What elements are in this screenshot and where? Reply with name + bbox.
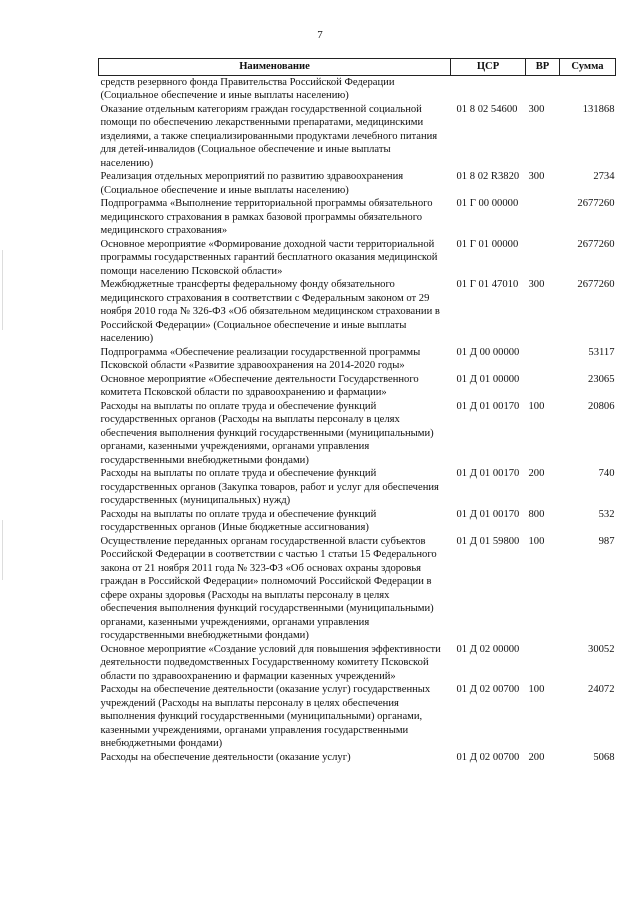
row-csr-cell: 01 8 02 R3820 <box>456 171 520 182</box>
table-row <box>99 467 616 508</box>
row-vr-cell: 100 <box>528 535 545 547</box>
row-csr-cell: 01 Д 00 00000 <box>456 346 520 358</box>
table-row <box>99 535 616 643</box>
row-sum-cell: 30052 <box>588 643 615 655</box>
row-csr-cell: 01 8 02 54600 <box>456 103 518 115</box>
row-sum-cell: 740 <box>598 468 615 479</box>
header-sum: Сумма <box>560 59 616 76</box>
row-sum-cell: 987 <box>598 535 615 547</box>
row-vr-cell: 300 <box>528 103 545 115</box>
row-vr-cell <box>526 75 560 103</box>
row-name-cell: Межбюджетные трансферты федеральному фонду обязательного медицинского страхования в соответствии с Федеральным законом от 29 ноября 2010 года № 326-ФЗ «Об обязательном медицинском страховании в Российской Федерации» (Социальное обеспечение и иные выплаты населению) <box>100 279 440 344</box>
row-csr-cell: 01 Г 01 00000 <box>456 238 519 250</box>
row-vr-cell <box>526 346 560 373</box>
row-csr-cell: 01 Д 01 00170 <box>456 468 520 479</box>
row-vr-cell <box>526 197 560 238</box>
row-csr-cell: 01 Д 02 00700 <box>456 751 520 763</box>
row-vr-cell: 300 <box>528 279 545 290</box>
row-csr-cell: 01 Д 01 00170 <box>456 508 520 520</box>
row-csr-cell: 01 Д 01 59800 <box>456 535 520 547</box>
row-name-cell: Расходы на выплаты по оплате труда и обеспечение функций государственных органов (Расходы на выплаты персоналу в целях обеспечения выполнения функций государственными (муниципальными) органами, казенными учреждениями, органами управления государственными внебюджетными фондами) <box>100 400 434 466</box>
table-row <box>99 278 616 346</box>
table-row <box>99 643 616 684</box>
row-csr-cell <box>451 75 526 103</box>
table-row <box>99 508 616 535</box>
row-vr-cell: 200 <box>528 468 545 479</box>
table-row <box>99 238 616 279</box>
row-sum-cell: 20806 <box>588 400 615 412</box>
budget-table-container <box>98 58 615 764</box>
row-name-cell: Расходы на выплаты по оплате труда и обеспечение функций государственных органов (Закупка товаров, работ и услуг для обеспечения государственных (муниципальных) нужд) <box>100 468 439 506</box>
row-name-cell: Подпрограмма «Обеспечение реализации государственной программы Псковской области «Развитие здравоохранения на 2014-2020 годы» <box>100 346 421 371</box>
row-sum-cell: 532 <box>598 508 615 520</box>
page-number: 7 <box>317 29 323 41</box>
table-row <box>99 197 616 238</box>
row-vr-cell: 300 <box>528 171 545 182</box>
row-vr-cell <box>526 373 560 400</box>
row-name-cell: Основное мероприятие «Создание условий для повышения эффективности деятельности подведомственных Государственному комитету Псковской области по здравоохранению и фармации казенных учреждений» <box>100 643 441 682</box>
header-vr: ВР <box>526 59 560 76</box>
scan-edge-mark <box>2 520 3 580</box>
row-vr-cell: 100 <box>528 400 545 412</box>
row-vr-cell: 100 <box>528 684 545 695</box>
table-row <box>99 103 616 171</box>
row-vr-cell <box>526 643 560 684</box>
header-name: Наименование <box>99 59 451 76</box>
row-name-cell: Оказание отдельным категориям граждан государственной социальной помощи по обеспечению лекарственными препаратами, медицинскими изделиями, а также специализированными продуктами лечебного питания для детей-инвалидов (Социальное обеспечение и иные выплаты населению) <box>100 103 438 169</box>
row-sum-cell: 53117 <box>588 346 615 358</box>
row-name-cell: Основное мероприятие «Формирование доходной части территориальной программы государственных гарантий бесплатного оказания медицинской помощи населению Псковской области» <box>100 238 438 277</box>
row-name-cell: Расходы на обеспечение деятельности (оказание услуг) <box>100 751 351 763</box>
table-body <box>99 75 616 764</box>
table-row <box>99 75 616 103</box>
table-header-row <box>99 59 616 76</box>
header-csr: ЦСР <box>451 59 526 76</box>
row-name-cell: Основное мероприятие «Обеспечение деятельности Государственного комитета Псковской области по здравоохранению и фармации» <box>100 373 419 398</box>
row-sum-cell: 2677260 <box>577 198 615 209</box>
table-row <box>99 400 616 468</box>
row-name-cell: Реализация отдельных мероприятий по развитию здравоохранения (Социальное обеспечение и иные выплаты населению) <box>100 171 404 196</box>
row-sum-cell: 2734 <box>593 171 615 182</box>
row-csr-cell: 01 Г 01 47010 <box>456 279 519 290</box>
row-name-cell: Расходы на выплаты по оплате труда и обеспечение функций государственных органов (Иные бюджетные ассигнования) <box>100 508 377 533</box>
table-row <box>99 373 616 400</box>
row-vr-cell <box>526 238 560 279</box>
row-name-cell: Подпрограмма «Выполнение территориальной программы обязательного медицинского страхования в рамках базовой программы обязательного медицинского страхования» <box>100 198 433 236</box>
table-row <box>99 751 616 765</box>
row-sum-cell <box>560 75 616 103</box>
row-sum-cell: 131868 <box>582 103 615 115</box>
row-sum-cell: 5068 <box>593 751 615 763</box>
row-csr-cell: 01 Д 01 00000 <box>456 373 520 385</box>
row-name-cell: Расходы на обеспечение деятельности (оказание услуг) государственных учреждений (Расходы на выплаты персоналу в целях обеспечения выполнения функций государственными (муниципальными) органами, казенными учреждениями, органами управления государственными внебюджетными фондами) <box>100 684 431 749</box>
row-csr-cell: 01 Д 02 00700 <box>456 684 520 695</box>
row-vr-cell: 800 <box>528 508 545 520</box>
row-name-cell: средств резервного фонда Правительства Российской Федерации (Социальное обеспечение и иные выплаты населению) <box>100 76 395 101</box>
row-csr-cell: 01 Д 02 00000 <box>456 643 520 655</box>
row-csr-cell: 01 Г 00 00000 <box>456 198 519 209</box>
row-sum-cell: 23065 <box>588 373 615 385</box>
budget-table <box>98 58 616 764</box>
table-row <box>99 170 616 197</box>
row-vr-cell: 200 <box>528 751 545 763</box>
scan-edge-mark <box>2 250 3 330</box>
row-csr-cell: 01 Д 01 00170 <box>456 400 520 412</box>
table-row <box>99 346 616 373</box>
row-sum-cell: 2677260 <box>577 238 615 250</box>
row-sum-cell: 24072 <box>588 684 615 695</box>
row-name-cell: Осуществление переданных органам государственной власти субъектов Российской Федерации в соответствии с частью 1 статьи 15 Федерального закона от 21 ноября 2011 года № 323-ФЗ «Об основах охраны здоровья граждан в Российской Федерации» полномочий Российской Федерации в сфере охраны здоровья (Расходы на выплаты персоналу в целях обеспечения выполнения функций государственными (муниципальными) органами, казенными учреждениями, органами управления государственными внебюджетными фондами) <box>100 535 437 641</box>
table-row <box>99 683 616 751</box>
row-sum-cell: 2677260 <box>577 279 615 290</box>
